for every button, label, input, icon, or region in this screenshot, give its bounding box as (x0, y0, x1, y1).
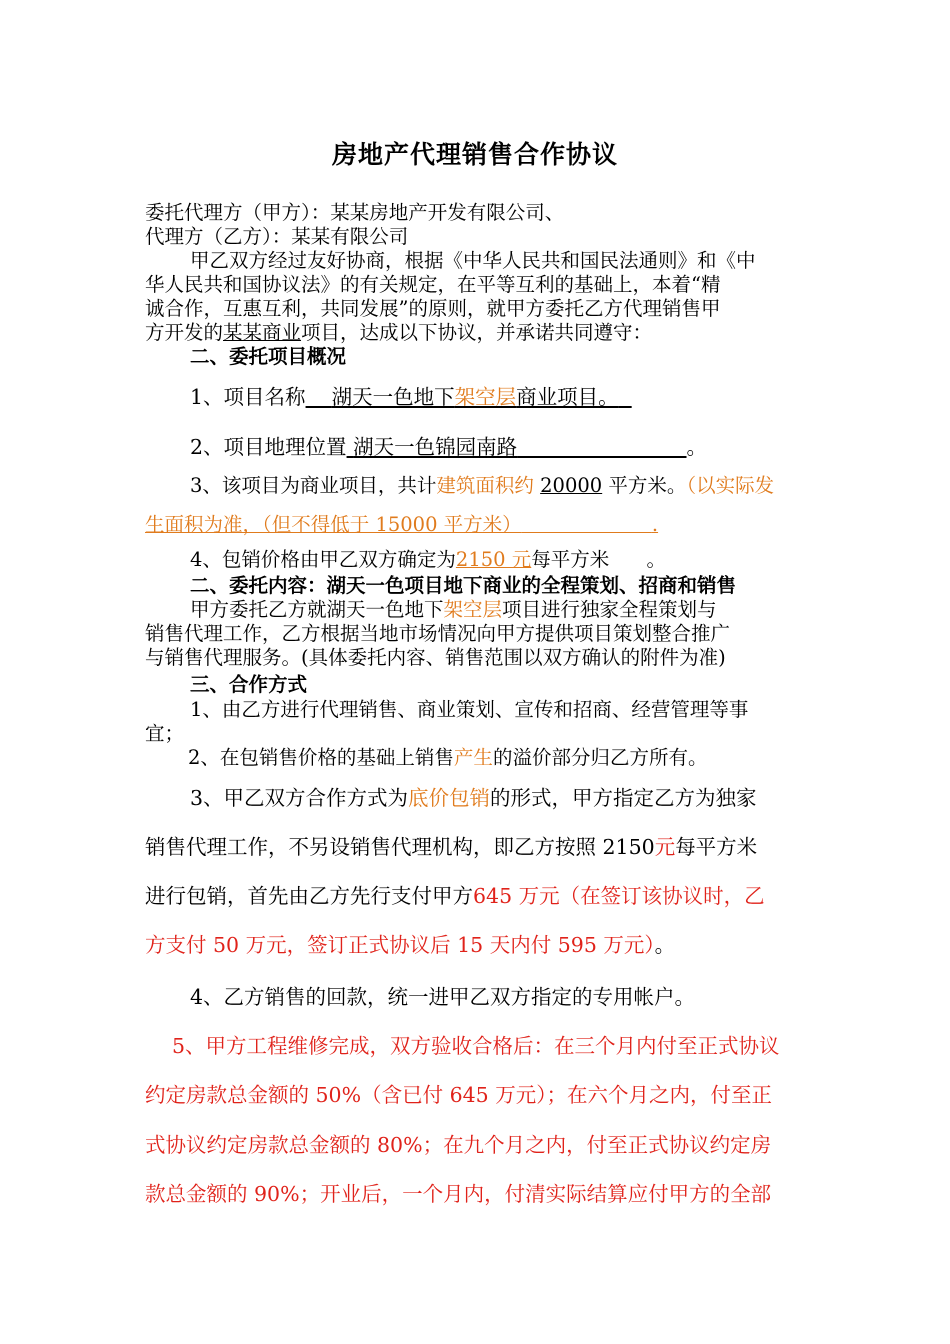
value-text: 每平方米 (675, 835, 758, 859)
value-text: 湖天一色锦园南路 (353, 435, 518, 459)
value-text: 的形式，甲方指定乙方为独家 (490, 786, 757, 810)
value-text: 平方米。 (608, 474, 687, 497)
project-name-value (306, 385, 632, 409)
item-4-price (190, 548, 666, 572)
coop-item-4: 4、乙方销售的回款，统一进甲乙双方指定的专用帐户。 (190, 985, 696, 1009)
coop-item-1-line-2: 宜； (145, 722, 185, 745)
value-text: 进行包销，首先由乙方先行支付甲方 (145, 884, 473, 908)
coop-item-2 (188, 746, 707, 770)
value-text: 甲方委托乙方就湖天一色地下 (190, 598, 444, 621)
value-text: 项目进行独家全程策划与 (502, 598, 717, 621)
coop-item-1-line-1: 1、由乙方进行代理销售、商业策划、宣传和招商、经营管理等事 (190, 698, 749, 721)
item-1-project-name (190, 385, 632, 409)
intro-line-4 (145, 321, 652, 345)
value-highlight: 方支付 50 万元，签订正式协议后 15 天内付 595 万元） (145, 933, 655, 957)
item-label: 1、项目名称 (190, 385, 306, 409)
value-text: 3、该项目为商业项目，共计 (190, 474, 437, 497)
value-text: 湖天一色地下 (331, 385, 455, 409)
value-highlight: 底价包销 (408, 786, 491, 810)
coop-item-5-line-4: 款总金额的 90%；开业后，一个月内，付清实际结算应付甲方的全部 (145, 1182, 772, 1206)
party-b-line: 代理方（乙方）：某某有限公司 (145, 225, 409, 248)
party-a-line: 委托代理方（甲方）：某某房地产开发有限公司、 (145, 201, 565, 224)
value-highlight: 架空层 (443, 598, 503, 621)
sec2-line-2: 销售代理工作，乙方根据当地市场情况向甲方提供项目策划整合推广 (145, 622, 731, 645)
value-text: 2、在包销售价格的基础上销售 (188, 746, 454, 769)
coop-item-5-line-3: 式协议约定房款总金额的 80%；在九个月之内，付至正式协议约定房 (145, 1133, 772, 1157)
value-text: 每平方米 (531, 548, 610, 571)
value-text: 3、甲乙双方合作方式为 (190, 786, 409, 810)
value-text: 的溢价部分归乙方所有。 (492, 746, 708, 769)
section-heading-project-overview: 二、委托项目概况 (190, 345, 347, 368)
value-text: 。 (686, 435, 708, 459)
value-text: 。 (654, 933, 676, 957)
min-area-note (145, 513, 658, 536)
item-2-location (190, 435, 707, 459)
value-highlight: （以实际发 (686, 474, 775, 497)
document-title: 房地产代理销售合作协议 (331, 140, 618, 169)
intro-line-1: 甲乙双方经过友好协商，根据《中华人民共和国民法通则》和《中 (190, 249, 756, 272)
price-value: 2150 元 (455, 548, 532, 571)
sec2-line-3: 与销售代理服务。(具体委托内容、销售范围以双方确认的附件为准) (145, 646, 726, 669)
coop-item-5-line-1: 5、甲方工程维修完成，双方验收合格后：在三个月内付至正式协议 (172, 1034, 780, 1058)
section-heading-entrusted-content: 二、委托内容：湖天一色项目地下商业的全程策划、招商和销售 (190, 574, 737, 597)
value-highlight: . (651, 513, 659, 536)
value-highlight: 架空层 (454, 385, 517, 409)
location-value (347, 435, 687, 459)
project-name-underlined: 某某商业 (223, 321, 302, 344)
sec2-line-1 (190, 598, 717, 622)
area-value: 20000 (540, 474, 603, 497)
value-text: 商业项目。 (516, 385, 619, 409)
intro-text: 项目，达成以下协议，并承诺共同遵守： (301, 321, 653, 344)
value-text: 销售代理工作，不另设销售代理机构，即乙方按照 2150 (145, 835, 655, 859)
intro-line-3: 诚合作，互惠互利，共同发展”的原则，就甲方委托乙方代理销售甲 (145, 297, 721, 320)
coop-item-3-line-1 (190, 786, 757, 810)
value-text: 。 (646, 548, 666, 571)
value-highlight: 建筑面积约 (436, 474, 534, 497)
coop-item-5-line-2: 约定房款总金额的 50%（含已付 645 万元）；在六个月之内，付至正 (145, 1083, 772, 1107)
intro-line-2: 华人民共和国协议法》的有关规定，在平等互利的基础上，本着“精 (145, 273, 721, 296)
value-highlight: 元 (654, 835, 676, 859)
value-highlight: 生面积为准，（但不得低于 15000 平方米） (145, 513, 522, 536)
value-highlight: 产生 (453, 746, 493, 769)
item-label: 2、项目地理位置 (190, 435, 347, 459)
item-3-area-line-1 (190, 474, 774, 498)
coop-item-3-line-2 (145, 835, 757, 859)
intro-text: 方开发的 (145, 321, 224, 344)
section-heading-cooperation: 三、合作方式 (190, 673, 308, 696)
coop-item-3-line-4 (145, 933, 675, 957)
coop-item-3-line-3 (145, 884, 765, 908)
item-3-area-line-2 (145, 513, 658, 537)
value-highlight: 645 万元（在签订该协议时，乙 (473, 884, 765, 908)
value-text: 4、包销价格由甲乙双方确定为 (190, 548, 456, 571)
